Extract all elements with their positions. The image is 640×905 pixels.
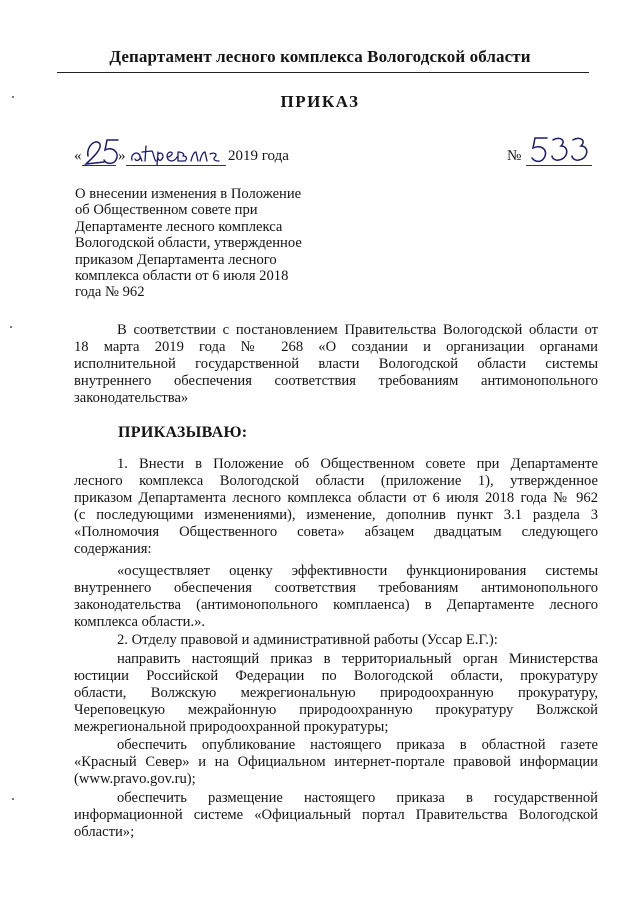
item-2c-paragraph [74,790,598,841]
subject-line: приказом Департамента лесного [75,251,277,268]
item-2-paragraph [74,632,598,649]
paragraph-line: (с последующими изменениями), изменение, дополнив пункт 3.1 раздела 3 [74,507,598,524]
paragraph-line: 18 марта 2019 года № 268 «О создании и организации органами [74,339,598,356]
paragraph-line: внутреннего обеспечения соответствия требованиям антимонопольного [74,373,598,390]
handwritten-day [82,134,122,166]
date-open-quote: « [74,148,82,164]
date-day-underline [82,165,116,166]
subject-line: Департаменте лесного комплекса [75,218,283,235]
order-subject [75,186,335,301]
date-year-text: 2019 года [228,148,289,164]
paragraph-line: 2. Отделу правовой и административной работы (Уссар Е.Г.): [117,632,498,648]
subject-line: года № 962 [75,284,145,301]
scan-speck [10,326,12,328]
paragraph-line: обеспечить размещение настоящего приказа в государственной [117,790,598,806]
order-number-line [507,134,597,164]
paragraph-line: области»; [74,824,135,841]
subject-line: О внесении изменения в Положение [75,186,302,202]
date-close-quote: » [118,148,126,164]
number-underline [526,165,592,166]
paragraph-line: «осуществляет оценку эффективности функционирования системы [117,563,598,579]
paragraph-line: области, Волжскую межрегиональную природоохранную прокуратуру, [74,685,598,702]
item-2b-paragraph [74,737,598,788]
preamble-paragraph [74,322,598,407]
number-sign: № [507,148,522,164]
paragraph-line: внутреннего обеспечения соответствия требованиям антимонопольного [74,580,598,597]
item-2a-paragraph [74,651,598,736]
paragraph-line: информационной системе «Официальный портал Правительства Вологодской [74,807,598,824]
date-month-underline [126,165,226,166]
paragraph-line: направить настоящий приказ в территориальный орган Министерства [117,651,598,667]
paragraph-line: межрегиональной природоохранной прокуратуры; [74,719,389,736]
item-1-quote-paragraph [74,563,598,631]
paragraph-line: законодательства» [74,390,189,407]
paragraph-line: содержания: [74,541,152,558]
item-1-paragraph [74,456,598,559]
subject-line: Вологодской области, утвержденное [75,235,302,252]
paragraph-line: комплекса области.». [74,614,206,631]
paragraph-line: В соответствии с постановлением Правительства Вологодской области от [117,322,598,338]
order-verb-heading: ПРИКАЗЫВАЮ: [118,424,248,441]
document-type-title: ПРИКАЗ [280,92,360,111]
paragraph-line: Череповецкую межрайонную природоохранную прокуратуру Волжской [74,702,598,719]
header-rule [57,72,589,73]
paragraph-line: «Полномочия Общественного совета» абзацем двадцатым следующего [74,524,598,541]
handwritten-month [128,140,224,166]
scan-speck [12,798,14,800]
order-date-line [74,134,324,164]
department-name: Департамент лесного комплекса Вологодской области [109,47,531,66]
paragraph-line: обеспечить опубликование настоящего приказа в областной газете [117,737,598,753]
scan-speck [12,96,14,98]
paragraph-line: «Красный Север» и на Официальном интернет-портале правовой информации [74,754,598,771]
subject-line: об Общественном совете при [75,202,258,219]
paragraph-line: лесного комплекса Вологодской области (приложение 1), утвержденное [74,473,598,490]
paragraph-line: юстиции Российской Федерации по Вологодской области, прокуратуру [74,668,598,685]
paragraph-line: приказом Департамента лесного комплекса области от 6 июля 2018 года № 962 [74,490,598,507]
paragraph-line: (www.pravo.gov.ru); [74,771,196,788]
paragraph-line: исполнительной государственной власти Вологодской области системы [74,356,598,373]
paragraph-line: 1. Внести в Положение об Общественном совете при Департаменте [117,456,598,472]
subject-line: комплекса области от 6 июля 2018 [75,268,289,285]
paragraph-line: законодательства (антимонопольного комплаенса) в Департаменте лесного [74,597,598,614]
handwritten-order-number [529,134,593,166]
